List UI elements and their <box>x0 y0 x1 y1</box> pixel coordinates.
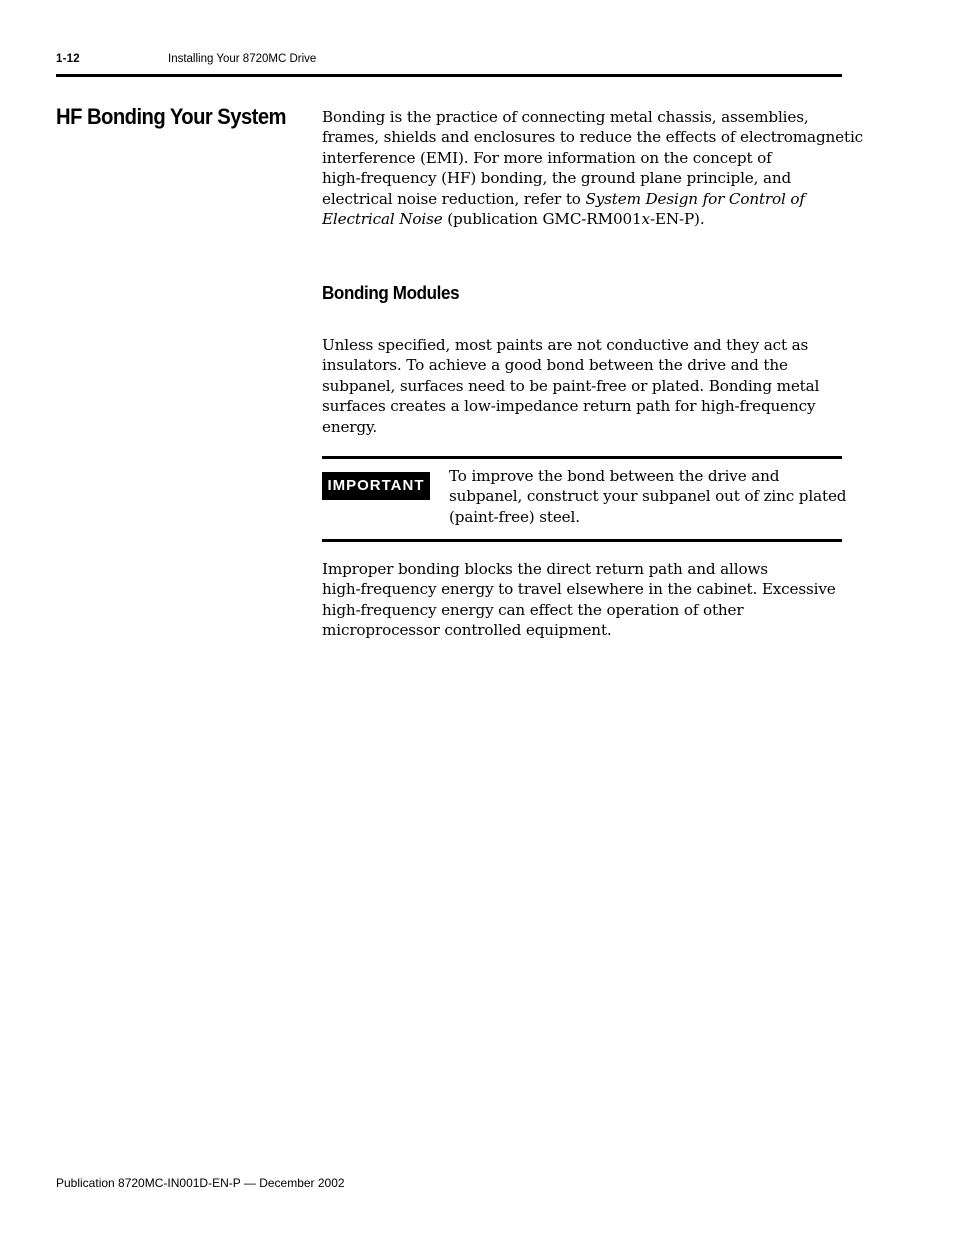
header-rule <box>56 74 842 77</box>
intro-paragraph <box>322 107 864 229</box>
intro-line <box>322 189 844 209</box>
publication-title: System Design for Control of <box>585 189 805 208</box>
intro-line: interference (EMI). For more information on the concept of <box>322 148 772 167</box>
intro-line: frames, shields and enclosures to reduce the effects of electromagnetic <box>322 128 864 147</box>
paragraph-line: insulators. To achieve a good bond between the drive and the <box>322 356 788 375</box>
note-line: subpanel, construct your subpanel out of zinc plated <box>449 487 847 506</box>
bonding-paragraph <box>322 335 844 437</box>
important-badge: IMPORTANT <box>322 472 430 500</box>
important-rule-bottom <box>322 539 842 542</box>
intro-text: -EN-P). <box>649 210 705 229</box>
paragraph-line: subpanel, surfaces need to be paint-free or plated. Bonding metal <box>322 376 820 395</box>
section-title: HF Bonding Your System <box>56 104 287 129</box>
paragraph-line: high-frequency energy to travel elsewhere in the cabinet. Excessive <box>322 580 836 599</box>
paragraph-line: high-frequency energy can effect the operation of other <box>322 600 744 619</box>
intro-text: electrical noise reduction, refer to <box>322 189 586 208</box>
important-rule-top <box>322 456 842 459</box>
publication-title: Electrical Noise <box>322 210 443 229</box>
note-line: (paint-free) steel. <box>449 507 580 526</box>
improper-bonding-paragraph <box>322 559 844 641</box>
intro-line: Bonding is the practice of connecting metal chassis, assemblies, <box>322 108 809 126</box>
subsection-title: Bonding Modules <box>322 282 460 303</box>
page-number: 1-12 <box>56 53 80 65</box>
intro-line: high-frequency (HF) bonding, the ground plane principle, and <box>322 169 792 188</box>
important-note <box>449 466 847 527</box>
running-title: Installing Your 8720MC Drive <box>168 53 317 65</box>
paragraph-line: energy. <box>322 417 378 436</box>
paragraph-line: microprocessor controlled equipment. <box>322 621 612 640</box>
note-line: To improve the bond between the drive and <box>449 467 780 485</box>
intro-text: (publication GMC-RM001 <box>442 210 642 229</box>
publication-variable: x <box>641 210 650 229</box>
paragraph-line: Improper bonding blocks the direct return path and allows <box>322 560 768 578</box>
paragraph-line: Unless specified, most paints are not conductive and they act as <box>322 336 809 354</box>
page-footer: Publication 8720MC-IN001D-EN-P — December 2002 <box>56 1176 345 1190</box>
paragraph-line: surfaces creates a low-impedance return path for high-frequency <box>322 397 816 416</box>
intro-line <box>322 209 844 229</box>
page-header <box>56 53 842 75</box>
